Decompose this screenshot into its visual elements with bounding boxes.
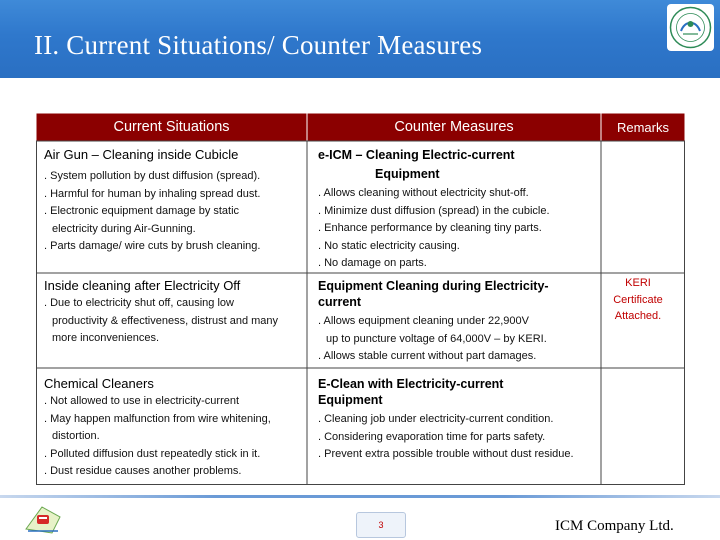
measure-title-cont: current — [318, 295, 362, 309]
table-row-2-situation — [44, 278, 304, 348]
situation-line: . May happen malfunction from wire whitening, — [44, 412, 271, 425]
footer-divider — [0, 495, 720, 498]
table-row-1-situation — [44, 147, 304, 256]
measure-title: e-ICM – Cleaning Electric-current — [318, 148, 515, 162]
situation-line: . Harmful for human by inhaling spread dust. — [44, 187, 261, 200]
table-row-3-measure — [318, 376, 598, 464]
measure-line: . Enhance performance by cleaning tiny parts. — [318, 222, 542, 234]
situation-line: . Parts damage/ wire cuts by brush cleaning. — [44, 240, 261, 252]
slide-title: II. Current Situations/ Counter Measures — [34, 30, 483, 60]
measure-title: E-Clean with Electricity-current — [318, 377, 504, 391]
company-logo-icon — [22, 503, 64, 535]
measure-line: . Prevent extra possible trouble without dust residue. — [318, 448, 574, 460]
table-row-1-measure — [318, 147, 598, 273]
situation-line: . Electronic equipment damage by static — [44, 205, 240, 217]
organization-logo-icon — [667, 4, 714, 51]
situation-line: . Not allowed to use in electricity-current — [44, 395, 240, 407]
situation-line: . System pollution by dust diffusion (spread). — [44, 170, 261, 182]
measure-line: . Allows stable current without part damages. — [318, 350, 537, 362]
situation-title: Air Gun – Cleaning inside Cubicle — [44, 147, 239, 162]
measure-title: Equipment Cleaning during Electricity- — [318, 279, 549, 293]
remark-line: KERI — [625, 277, 651, 289]
table-row-2-measure — [318, 278, 598, 366]
situation-line: . Due to electricity shut off, causing low — [44, 297, 234, 309]
measure-line: up to puncture voltage of 64,000V – by KERI. — [326, 332, 547, 345]
situation-line: . Dust residue causes another problems. — [44, 465, 242, 477]
measure-line: . Allows cleaning without electricity shut-off. — [318, 187, 529, 199]
situation-line: . Polluted diffusion dust repeatedly stick in it. — [44, 447, 261, 460]
remark-line: Attached. — [614, 310, 662, 322]
table-row-3-situation — [44, 376, 304, 481]
company-name: ICM Company Ltd. — [555, 518, 674, 534]
page-number: 3 — [356, 512, 406, 538]
header-counter-measures: Counter Measures — [394, 119, 514, 135]
situation-title: Chemical Cleaners — [44, 376, 154, 391]
situation-line: productivity & effectiveness, distrust and many — [52, 314, 279, 327]
measure-line: . Considering evaporation time for parts safety. — [318, 430, 546, 443]
remark-line: Certificate — [613, 293, 663, 306]
situation-line: distortion. — [52, 430, 100, 442]
measure-title-cont: Equipment — [318, 393, 383, 407]
situation-line: more inconveniences. — [52, 332, 160, 344]
header-remarks: Remarks — [616, 119, 669, 135]
measure-line: . No static electricity causing. — [318, 239, 460, 252]
situation-line: electricity during Air-Gunning. — [52, 222, 196, 235]
measure-line: . Cleaning job under electricity-current condition. — [318, 413, 554, 425]
remark-keri-certificate — [604, 275, 672, 325]
comparison-table — [36, 113, 685, 485]
title-banner — [0, 0, 720, 78]
situation-title: Inside cleaning after Electricity Off — [44, 278, 241, 293]
header-current-situations: Current Situations — [113, 119, 230, 135]
measure-line: . No damage on parts. — [318, 257, 427, 269]
measure-line: . Allows equipment cleaning under 22,900V — [318, 315, 529, 327]
measure-title-cont: Equipment — [375, 167, 440, 181]
measure-line: . Minimize dust diffusion (spread) in the cubicle. — [318, 204, 550, 217]
